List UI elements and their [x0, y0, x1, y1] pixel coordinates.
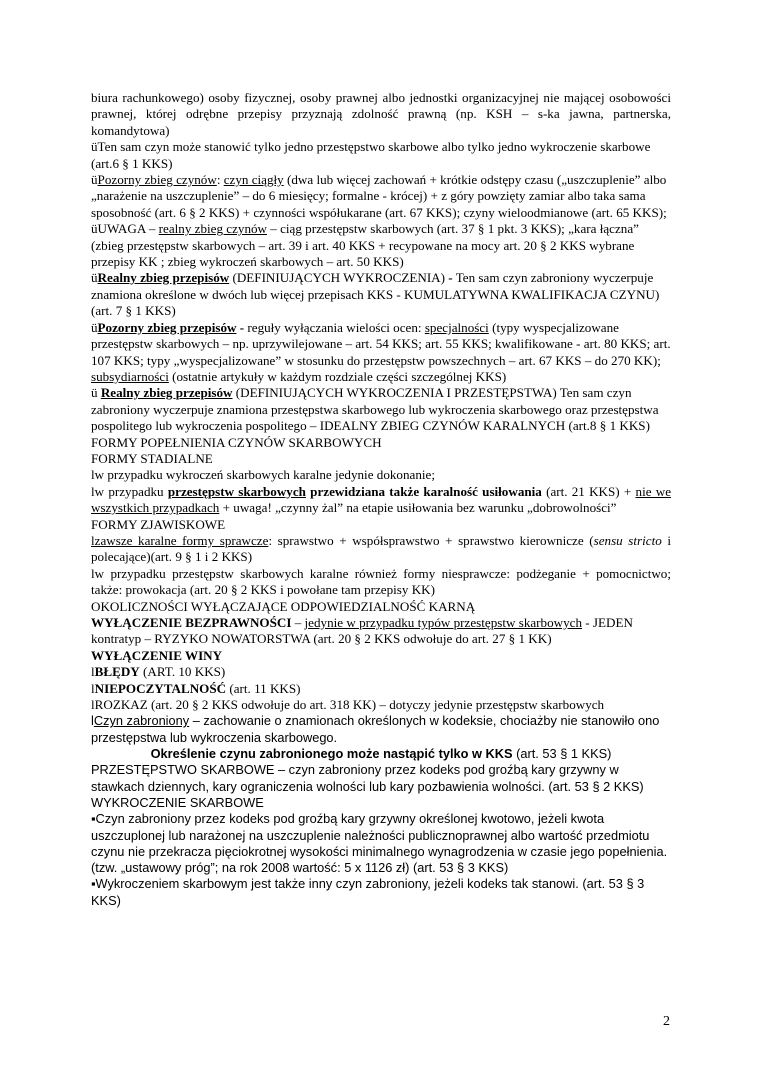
paragraph-offences-completion: lw przypadku wykroczeń skarbowych karalne jedynie dokonanie; [91, 467, 435, 483]
bullet-marker: l [91, 664, 95, 680]
term-not-all-cases: nie we wszystkich przypadkach [91, 483, 672, 516]
bullet-marker: ü [91, 172, 98, 188]
paragraph-real-concurrence-provisions [91, 270, 671, 319]
heading-fiscal-offence: WYKROCZENIE SKARBOWE [91, 794, 264, 810]
term-real-concurrence-provisions: Realny zbieg przepisów [100, 385, 233, 401]
paragraph-lead: lw przypadku [91, 483, 168, 499]
term-specialty: specjalności [424, 319, 489, 335]
bullet-marker: ü [91, 270, 98, 286]
term-only-fiscal-crimes: jedynie w przypadku typów przestępstw skarbowych [304, 615, 582, 630]
heading-forms: FORMY POPEŁNIENIA CZYNÓW SKARBOWYCH [91, 434, 382, 450]
paragraph-real-concurrence-acts [91, 221, 671, 270]
bold-text: Określenie czynu zabronionego może nastąpić tylko w KKS [150, 746, 513, 762]
heading-exclusion-liability: OKOLICZNOŚCI WYŁĄCZAJĄCE ODPOWIEDZIALNOŚĆ KARNĄ [91, 598, 476, 614]
bullet-marker: ü [91, 385, 101, 401]
paragraph-text: i polecające)(art. 9 § 1 i 2 KKS) [91, 532, 671, 565]
term-apparent-concurrence-provisions: Pozorny zbieg przepisów [97, 319, 237, 335]
term-apparent-concurrence: Pozorny zbieg czynów [97, 172, 217, 188]
paragraph-prohibited-act [91, 713, 671, 746]
paragraph-attempt [91, 484, 671, 517]
paragraph-apparent-concurrence-acts [91, 172, 671, 221]
paragraph-text: (art. 21 KKS) + [541, 483, 636, 499]
term-prohibited-act: Czyn zabroniony [93, 713, 190, 729]
paragraph-text: + uwaga! „czynny żal” na etapie usiłowania bez warunku „dobrowolności” [219, 500, 617, 516]
paragraph-text: (typy wyspecjalizowane przestępstw skarbowych – np. uprzywilejowane – art. 54 KKS; art. 55 KKS; kwalifikowane - art. 80 KKS; art. 107 KKS; typy „wyspecjalizowane” w stosunku do przestępstw powszechnych – art. 67 KKS – do 270 KK); [91, 319, 671, 368]
paragraph-text: (art. 11 KKS) [226, 680, 301, 696]
paragraph-text: (art. 53 § 1 KKS) [512, 746, 612, 762]
paragraph-apparent-concurrence-provisions [91, 320, 671, 386]
paragraph-text: Ten sam czyn zabroniony wyczerpuje znamiona określone w dwóch lub więcej przepisach KKS - KUMULATYWNA KWALIFIKACJA CZYNU)(art. 7 § 1 KKS) [91, 270, 660, 319]
paragraph-text: (ART. 10 KKS) [139, 664, 226, 680]
heading-exclusion-guilt: WYŁĄCZENIE WINY [91, 647, 223, 663]
paragraph-insanity [91, 681, 671, 697]
term-perpetrator-forms: lzawsze karalne formy sprawcze [91, 532, 269, 548]
paragraph-text: (DEFINIUJĄCYCH WYKROCZENIA) [229, 270, 449, 286]
paragraph-errors [91, 664, 671, 680]
paragraph-fiscal-offence-definition: ▪Czyn zabroniony przez kodeks pod groźbą kary grzywny określonej kwotowo, jeżeli kwota uszczuplonej lub narażonej na uszczuplenie należności publicznoprawnej albo wartość przedmiotu czynu nie przekracza pięciokrotnej wysokości minimalnego wynagrodzenia w czasie jego popełnienia. (tzw. „ustawowy próg”; na rok 2008 wartość: 5 x 1126 zł) (art. 53 § 3 KKS) [91, 811, 668, 876]
paragraph-exclusion-unlawfulness [91, 615, 671, 648]
dash: - [236, 319, 248, 335]
paragraph-text: : sprawstwo + współsprawstwo + sprawstwo kierownicze ( [268, 532, 594, 548]
heading-phenomenal-forms: FORMY ZJAWISKOWE [91, 516, 226, 532]
bold-text: przewidziana także karalność usiłowania [305, 483, 542, 499]
term-subsidiarity: subsydiarności [91, 368, 169, 384]
colon: : [216, 172, 224, 188]
paragraph-text: – zachowanie o znamionach określonych w kodeksie, chociażby nie stanowiło ono przestępstwa lub wykroczenia skarbowego. [91, 713, 660, 745]
heading-stage-forms: FORMY STADIALNE [91, 450, 213, 466]
paragraph-text: – ciąg przestępstw skarbowych (art. 37 § 1 pkt. 3 KKS); „kara łączna” (zbieg przestępstw skarbowych – art. 39 i art. 40 KKS + recypowane na mocy art. 20 § 2 KKS wybrane przepisy KK ; zbieg wykroczeń skarbowych – art. 50 KKS) [91, 221, 639, 270]
page-content [91, 90, 671, 909]
paragraph-text: (ostatnie artykuły w każdym rozdziale części szczególnej KKS) [168, 368, 507, 384]
bold-text: BŁĘDY [94, 664, 140, 680]
paragraph-text: reguły wyłączania wielości ocen: [247, 319, 425, 335]
bullet-marker: l [91, 680, 95, 696]
term-fiscal-crimes: przestępstw skarbowych [167, 483, 306, 499]
paragraph-ideal-concurrence [91, 385, 671, 434]
dash: - [448, 270, 453, 286]
paragraph-order: lROZKAZ (art. 20 § 2 KKS odwołuje do art. 318 KK) – dotyczy jedynie przestępstw skarbowych [91, 697, 605, 713]
bold-text: WYŁĄCZENIE BEZPRAWNOŚCI [91, 615, 292, 630]
paragraph-text: (dwa lub więcej zachowań + krótkie odstępy czasu („uszczuplenie” albo „narażenie na uszczuplenie” – do 6 miesięcy; formalne - krócej) + z góry powzięty zamiar albo taka sama sposobność (art. 6 § 2 KKS) + czynności współukarane (art. 67 KKS); czyny wieloodmianowe (art. 65 KKS); [91, 172, 667, 220]
paragraph-one-offence: üTen sam czyn może stanowić tylko jedno przestępstwo skarbowe albo tylko jedno wykroczenie skarbowe (art.6 § 1 KKS) [91, 139, 651, 171]
paragraph-intro: biura rachunkowego) osoby fizycznej, osoby prawnej albo jednostki organizacyjnej nie mającej osobowości prawnej, której odrębne przepisy przyznają zdolność prawną (np. KSH – s-ka jawna, partnerska, komandytowa) [91, 90, 671, 138]
paragraph-lead: üUWAGA – [91, 221, 159, 237]
term-continuous-act: czyn ciągły [223, 172, 284, 188]
italic-text: sensu stricto [593, 532, 662, 548]
paragraph-perpetrator-forms [91, 533, 671, 566]
paragraph-text: - JEDEN kontratyp – RYZYKO NOWATORSTWA (art. 20 § 2 KKS odwołuje do art. 27 § 1 KK) [91, 615, 633, 647]
term-real-concurrence-provisions: Realny zbieg przepisów [97, 270, 230, 286]
paragraph-text: (DEFINIUJĄCYCH WYKROCZENIA I PRZESTĘPSTWA) Ten sam czyn zabroniony wyczerpuje znamiona przestępstwa skarbowego lub wykroczenia skarbowego oraz przestępstwa pospolitego lub wykroczenia pospolitego – IDEALNY ZBIEG CZYNÓW KARALNYCH (art.8 § 1 KKS) [91, 385, 659, 434]
paragraph-fiscal-offence-other: ▪Wykroczeniem skarbowym jest także inny czyn zabroniony, jeżeli kodeks tak stanowi. (art. 53 § 3 KKS) [91, 876, 645, 908]
paragraph-definition-kks [91, 746, 671, 762]
paragraph-non-perpetrator-forms: lw przypadku przestępstw skarbowych karalne również formy niesprawcze: podżeganie + pomocnictwo; także: prowokacja (art. 20 § 2 KKS i powołane tam przepisy KK) [91, 565, 671, 598]
bullet-marker: ü [91, 319, 98, 335]
page-number: 2 [663, 1014, 670, 1029]
bold-text: NIEPOCZYTALNOŚĆ [94, 680, 227, 696]
dash: – [291, 615, 305, 630]
paragraph-fiscal-crime: PRZESTĘPSTWO SKARBOWE – czyn zabroniony przez kodeks pod groźbą kary grzywny w stawkach dziennych, kary ograniczenia wolności lub kary pozbawienia wolności. (art. 53 § 2 KKS) [91, 762, 644, 794]
bullet-marker: l [91, 713, 94, 729]
term-real-concurrence: realny zbieg czynów [158, 221, 267, 237]
